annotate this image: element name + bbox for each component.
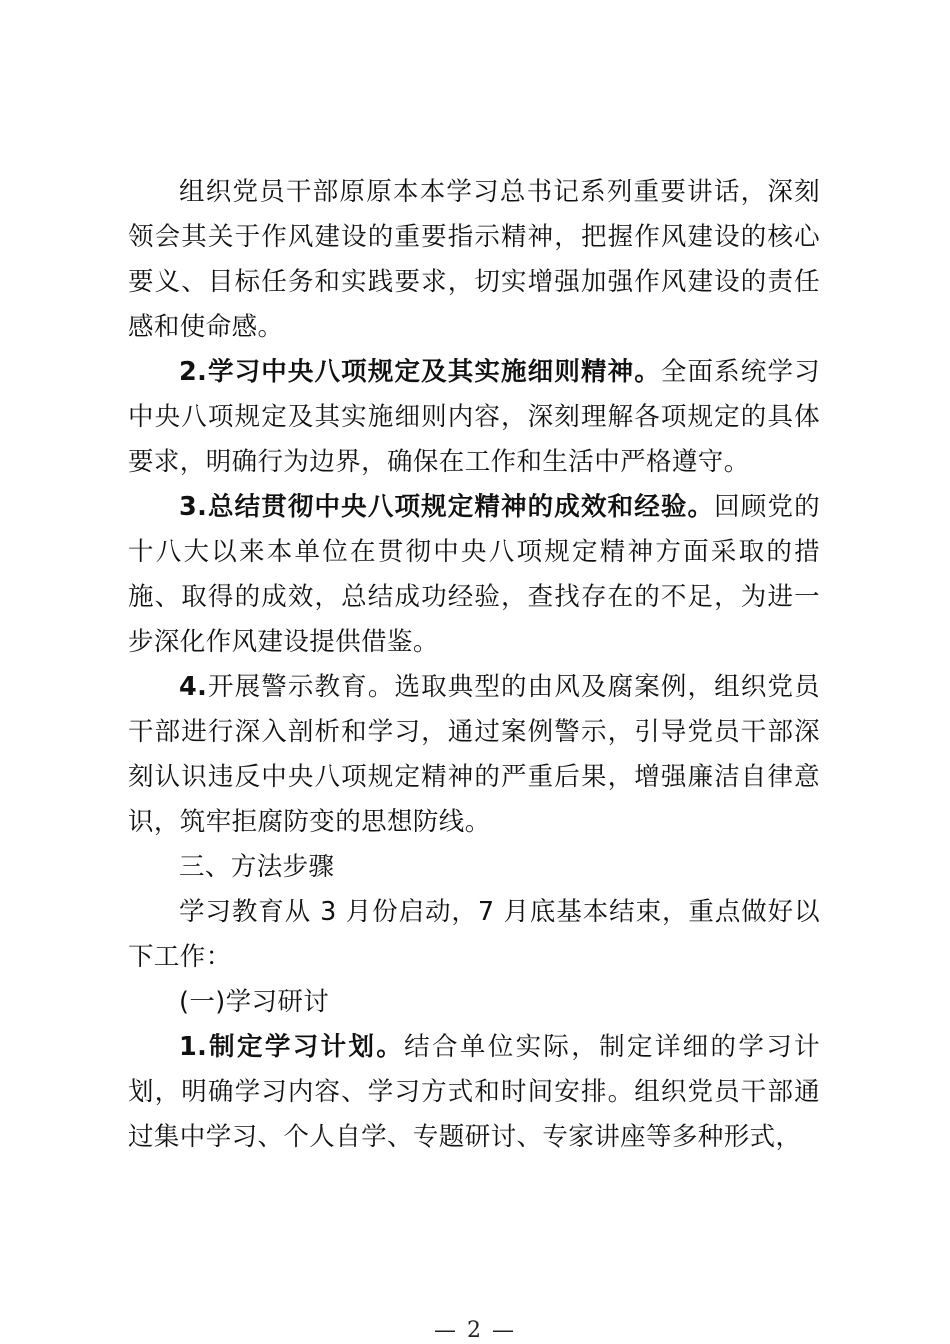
paragraph-summarize-results (128, 485, 820, 665)
page-number: — 2 — (434, 1318, 516, 1343)
paragraph-text: 组织党员干部原原本本学习总书记系列重要讲话，深刻领会其关于作风建设的重要指示精神，把握作风建设的核心要义、目标任务和实践要求，切实增强加强作风建设的责任感和使命感。 (128, 177, 820, 342)
paragraph-text: 三、方法步骤 (179, 852, 335, 882)
paragraph-schedule (128, 890, 820, 980)
paragraph-warning-education (128, 665, 820, 845)
paragraph-text: 开展警示教育。选取典型的由风及腐案例，组织党员干部进行深入剖析和学习，通过案例警示，引导党员干部深刻认识违反中央八项规定精神的严重后果，增强廉洁自律意识，筑牢拒腐防变的思想防线。 (128, 672, 820, 837)
paragraph-study-speeches (128, 170, 820, 350)
paragraph-lead: 4. (179, 672, 208, 702)
section-heading-methods (128, 845, 820, 890)
paragraph-eight-point-rules (128, 350, 820, 485)
paragraph-text: (一)学习研讨 (179, 987, 330, 1017)
paragraph-text: 全面系统学习中央八项规定及其实施细则内容，深刻理解各项规定的具体要求，明确行为边界，确保在工作和生活中严格遵守。 (128, 357, 821, 477)
paragraph-lead: 3.总结贯彻中央八项规定精神的成效和经验。 (179, 492, 715, 522)
subsection-heading-study (128, 980, 820, 1025)
paragraph-text: 回顾党的十八大以来本单位在贯彻中央八项规定精神方面采取的措施、取得的成效，总结成功经验，查找存在的不足，为进一步深化作风建设提供借鉴。 (128, 492, 820, 657)
document-body (128, 170, 820, 1160)
paragraph-lead: 1.制定学习计划。 (179, 1032, 405, 1062)
paragraph-text: 结合单位实际，制定详细的学习计划，明确学习内容、学习方式和时间安排。组织党员干部通过集中学习、个人自学、专题研讨、专家讲座等多种形式， (128, 1032, 820, 1152)
paragraph-lead: 2.学习中央八项规定及其实施细则精神。 (179, 357, 661, 387)
paragraph-text: 学习教育从 3 月份启动，7 月底基本结束，重点做好以下工作： (128, 897, 820, 972)
paragraph-study-plan (128, 1025, 820, 1160)
